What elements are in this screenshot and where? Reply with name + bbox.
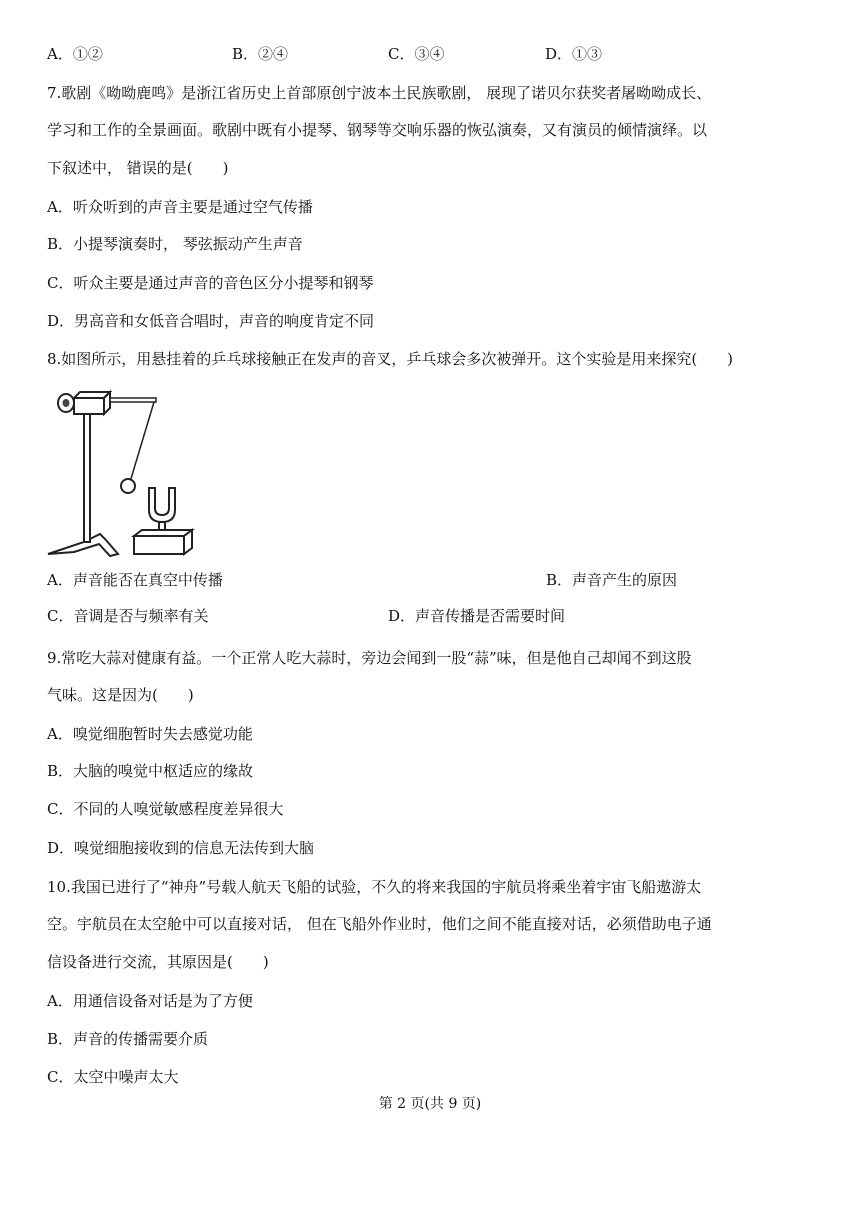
q7-option-c: C．听众主要是通过声音的音色区分小提琴和钢琴 <box>47 274 374 292</box>
q10-stem-line-3: 信设备进行交流，其原因是( ) <box>47 953 269 971</box>
q8-option-b: B．声音产生的原因 <box>546 571 678 589</box>
q8-stem: 8.如图所示，用悬挂着的乒乓球接触正在发声的音叉，乒乓球会多次被弹开。这个实验是用来探究( ) <box>47 350 734 368</box>
q8-option-c: C．音调是否与频率有关 <box>47 607 209 625</box>
q8-option-a: A．声音能否在真空中传播 <box>47 571 223 589</box>
q10-option-b: B．声音的传播需要介质 <box>47 1030 209 1048</box>
q9-option-c: C．不同的人嗅觉敏感程度差异很大 <box>47 800 284 818</box>
prev-option-b: B．②④ <box>232 45 289 63</box>
q9-option-b: B．大脑的嗅觉中枢适应的缘故 <box>47 762 254 780</box>
q9-option-d: D．嗅觉细胞接收到的信息无法传到大脑 <box>47 839 315 857</box>
prev-option-d: D．①③ <box>545 45 603 63</box>
tuning-fork-figure <box>44 384 204 562</box>
q7-option-b: B．小提琴演奏时， 琴弦振动产生声音 <box>47 235 303 253</box>
q7-stem-line-2: 学习和工作的全景画面。歌剧中既有小提琴、钢琴等交响乐器的恢弘演奏，又有演员的倾情演绎。以 <box>47 121 708 139</box>
q9-stem-line-2: 气味。这是因为( ) <box>47 686 194 704</box>
q9-option-a: A．嗅觉细胞暂时失去感觉功能 <box>47 725 253 743</box>
q10-stem-line-2: 空。宇航员在太空舱中可以直接对话， 但在飞船外作业时，他们之间不能直接对话，必须借助电子通 <box>47 915 712 933</box>
q7-option-d: D．男高音和女低音合唱时，声音的响度肯定不同 <box>47 312 375 330</box>
prev-option-a: A．①② <box>47 45 103 63</box>
q10-option-c: C．太空中噪声太大 <box>47 1068 179 1086</box>
q10-option-a: A．用通信设备对话是为了方便 <box>47 992 253 1010</box>
q7-stem-line-1: 7.歌剧《呦呦鹿鸣》是浙江省历史上首部原创宁波本土民族歌剧， 展现了诺贝尔获奖者屠呦呦成长、 <box>47 84 712 102</box>
q7-option-a: A．听众听到的声音主要是通过空气传播 <box>47 198 313 216</box>
page-footer: 第 2 页(共 9 页) <box>378 1096 482 1112</box>
q7-stem-line-3: 下叙述中， 错误的是( ) <box>47 159 229 177</box>
q8-option-d: D．声音传播是否需要时间 <box>388 607 566 625</box>
q10-stem-line-1: 10.我国已进行了“神舟”号载人航天飞船的试验，不久的将来我国的宇航员将乘坐着宇宙飞船遨游太 <box>47 878 702 896</box>
q9-stem-line-1: 9.常吃大蒜对健康有益。一个正常人吃大蒜时，旁边会闻到一股“蒜”味，但是他自己却闻不到这股 <box>47 649 692 667</box>
prev-option-c: C．③④ <box>388 45 445 63</box>
